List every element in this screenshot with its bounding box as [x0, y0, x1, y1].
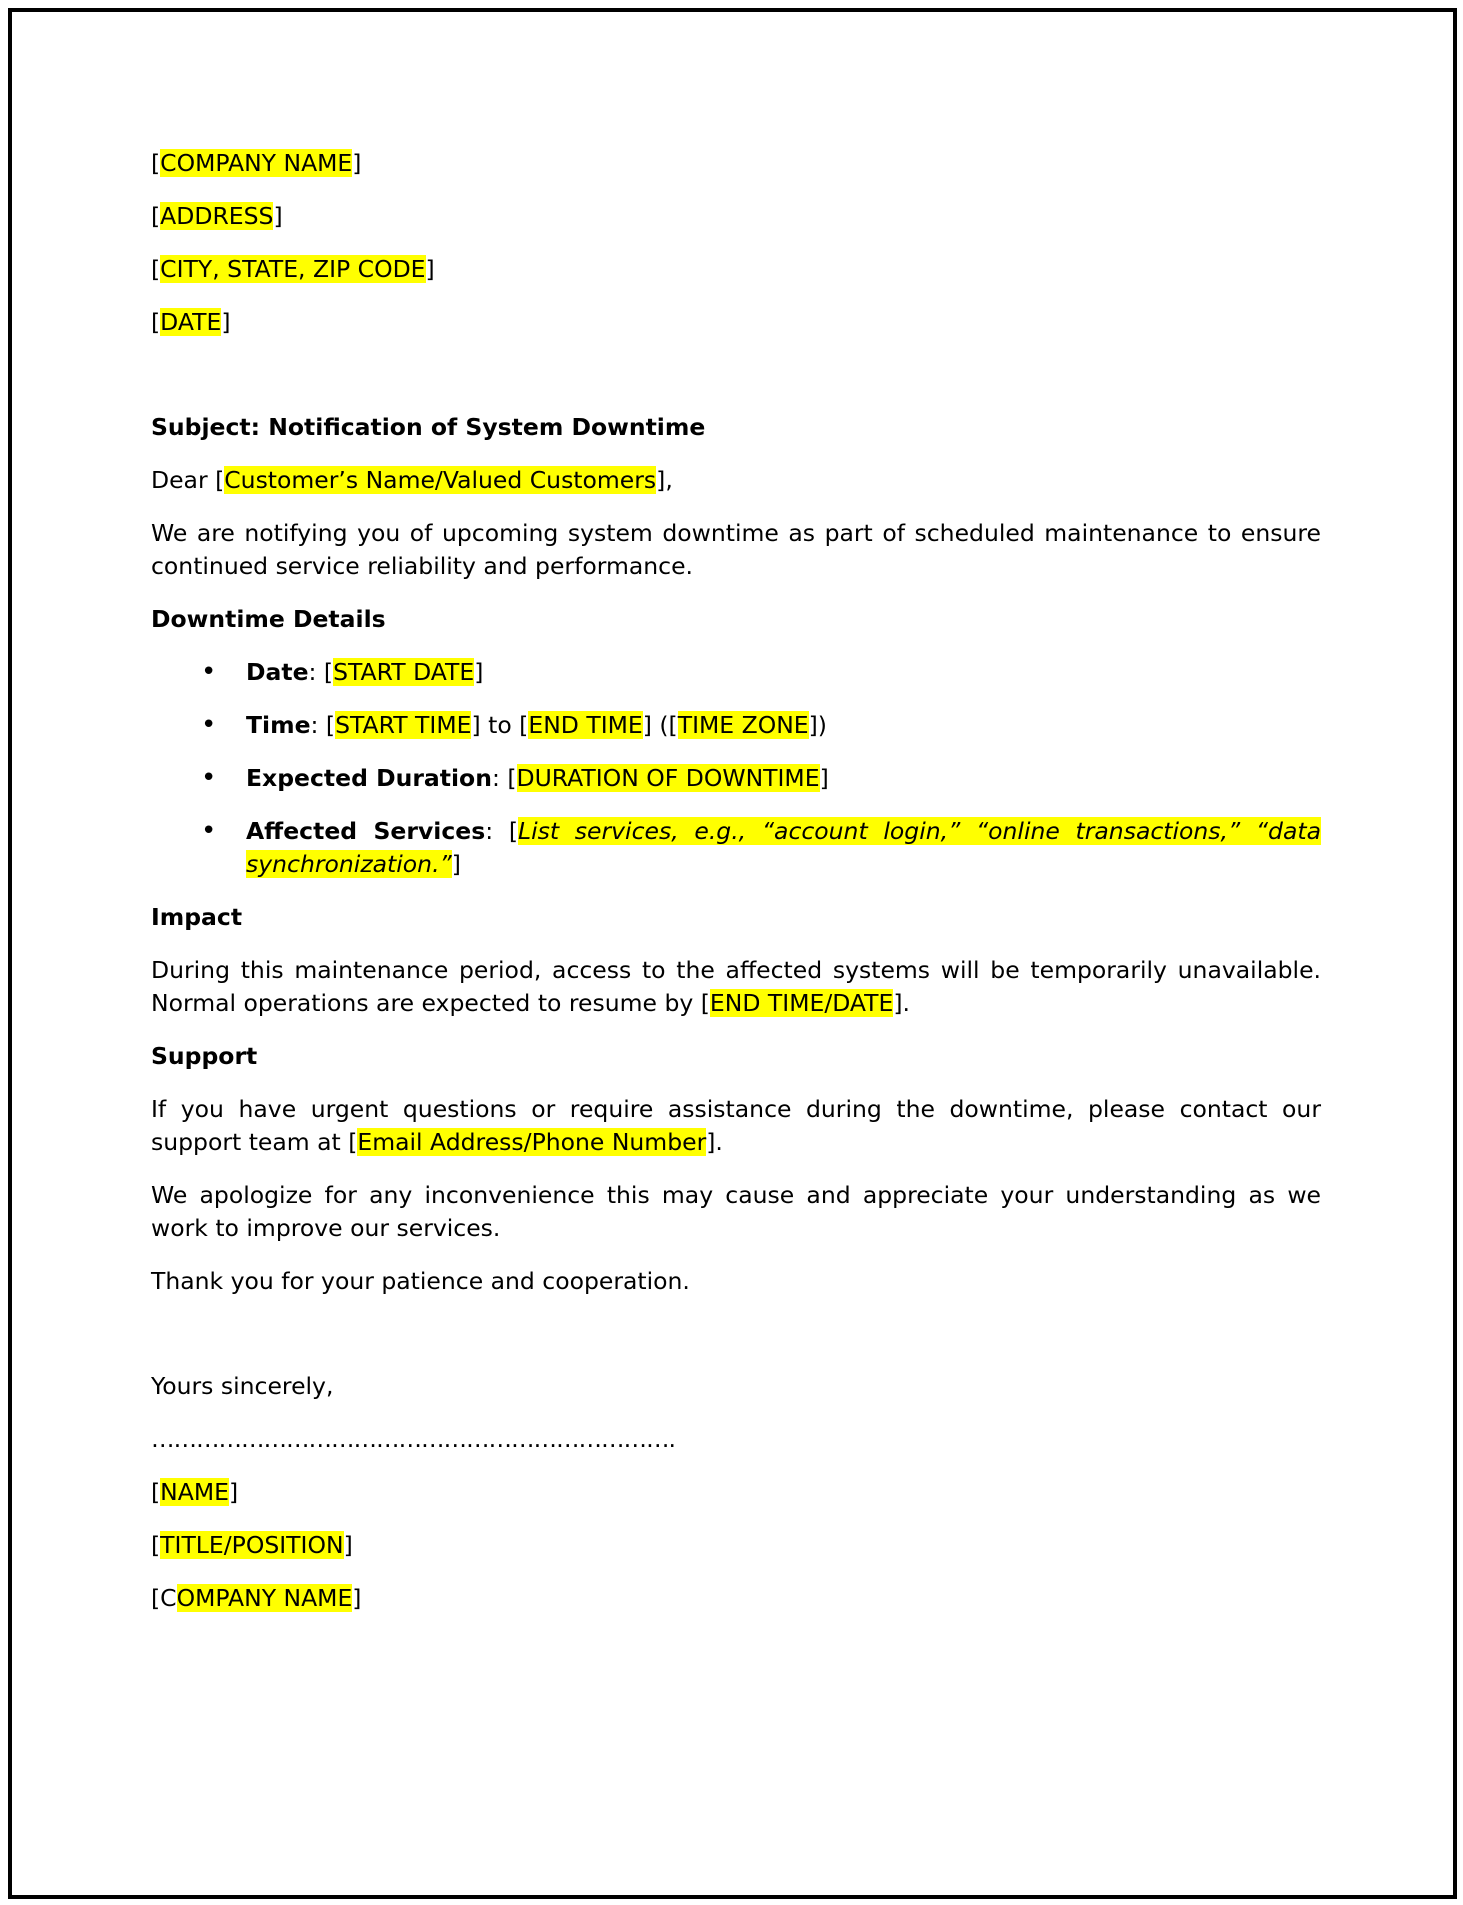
subject-line: Subject: Notification of System Downtime	[151, 413, 706, 441]
bullet-icon: •	[201, 763, 217, 793]
bullet-affected-services: • Affected Services: [List services, e.g., “account login,” “online transactions,” “data synchronization.”]	[201, 816, 1321, 878]
signature-company: [COMPANY NAME]	[151, 1584, 362, 1612]
signature-title: [TITLE/POSITION]	[151, 1531, 353, 1559]
support-heading: Support	[151, 1042, 258, 1070]
signature-name: [NAME]	[151, 1478, 239, 1506]
impact-heading: Impact	[151, 903, 243, 931]
intro-paragraph: We are notifying you of upcoming system downtime as part of scheduled maintenance to ensure continued service reliability and performance.	[151, 519, 1321, 580]
header-date: [DATE]	[151, 308, 231, 336]
signature-line: …………………………………………………………….	[151, 1425, 675, 1453]
header-address: [ADDRESS]	[151, 202, 283, 230]
header-company-name: [COMPANY NAME]	[151, 149, 362, 177]
header-city-state-zip: [CITY, STATE, ZIP CODE]	[151, 255, 435, 283]
downtime-heading: Downtime Details	[151, 605, 386, 633]
thanks-paragraph: Thank you for your patience and cooperation.	[151, 1267, 690, 1295]
apology-paragraph: We apologize for any inconvenience this may cause and appreciate your understanding as we work to improve our services.	[151, 1181, 1321, 1242]
greeting: Dear [Customer’s Name/Valued Customers],	[151, 466, 673, 494]
bullet-icon: •	[201, 816, 217, 846]
customer-name-placeholder: Customer’s Name/Valued Customers	[224, 466, 657, 494]
document-page	[8, 8, 1457, 1899]
impact-paragraph: During this maintenance period, access to the affected systems will be temporarily unavailable. Normal operations are expected to resume by [END TIME/DATE].	[151, 956, 1321, 1017]
bullet-duration: • Expected Duration: [DURATION OF DOWNTIME]	[201, 763, 829, 793]
bullet-time: • Time: [START TIME] to [END TIME] ([TIME ZONE])	[201, 710, 827, 740]
bullet-date: • Date: [START DATE]	[201, 657, 484, 687]
support-paragraph: If you have urgent questions or require assistance during the downtime, please contact our support team at [Email Address/Phone Number].	[151, 1095, 1321, 1156]
bullet-icon: •	[201, 710, 217, 740]
closing: Yours sincerely,	[151, 1372, 334, 1400]
bullet-icon: •	[201, 657, 217, 687]
